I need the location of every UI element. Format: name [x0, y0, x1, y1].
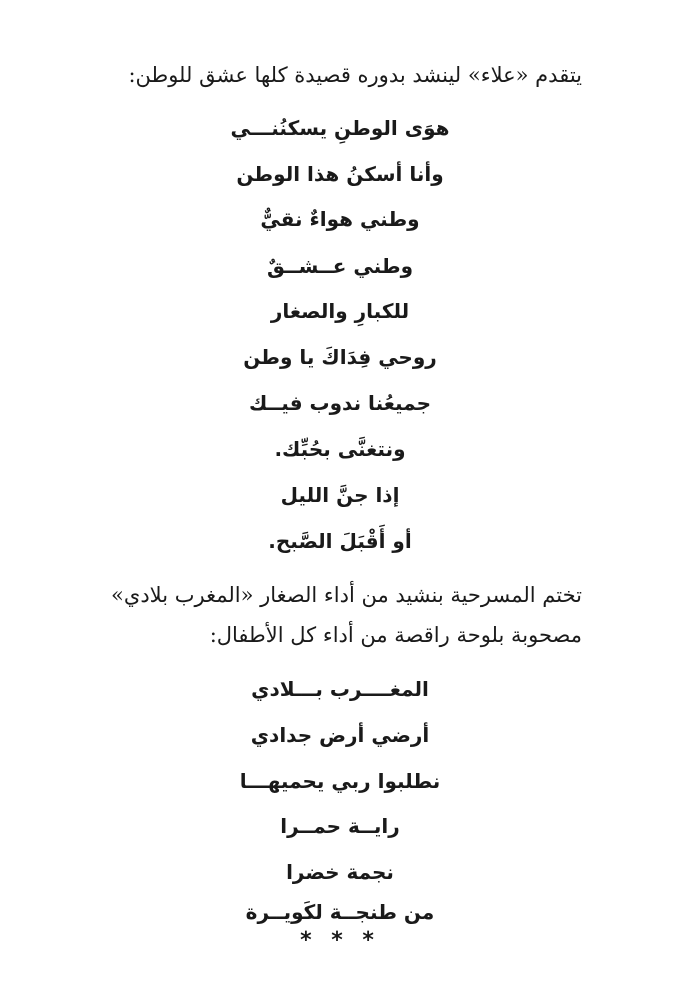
outro-paragraph-line-2: مصحوبة بلوحة راقصة من أداء كل الأطفال:: [209, 623, 582, 647]
poem-line: نطلبوا ربي يحميهـــا: [239, 769, 441, 793]
poem-line: جميعُنا ندوب فيــك: [248, 391, 432, 415]
outro-paragraph-line-1: تختم المسرحية بنشيد من أداء الصغار «المغرب بلادي»: [111, 583, 582, 607]
poem-line: المغــــرب بـــلادي: [251, 677, 429, 701]
poem-line: أو أَقْبَلَ الصَّبح.: [268, 529, 412, 553]
poem-line: هوَى الوطنِ يسكنُنـــي: [230, 116, 450, 140]
poem-line: ونتغنَّى بحُبِّك.: [274, 437, 406, 461]
section-separator: * * *: [300, 928, 380, 953]
poem-line: نجمة خضرا: [286, 860, 394, 884]
poem-line: رايــة حمــرا: [280, 814, 400, 838]
poem-line: وطني هواءٌ نقيٌّ: [260, 207, 420, 231]
poem-line: من طنجــة لكَويــرة: [245, 900, 435, 924]
poem-line: أرضي أرض جدادي: [250, 723, 430, 747]
poem-line: إذا جنَّ الليل: [280, 483, 400, 507]
poem-line: روحي فِدَاكَ يا وطن: [243, 345, 437, 369]
intro-paragraph: يتقدم «علاء» لينشد بدوره قصيدة كلها عشق للوطن:: [128, 63, 582, 87]
poem-line: وطني عــشــقٌ: [266, 254, 413, 278]
poem-line: وأنا أسكنُ هذا الوطن: [236, 162, 444, 186]
poem-line: للكبارِ والصغار: [270, 299, 410, 323]
